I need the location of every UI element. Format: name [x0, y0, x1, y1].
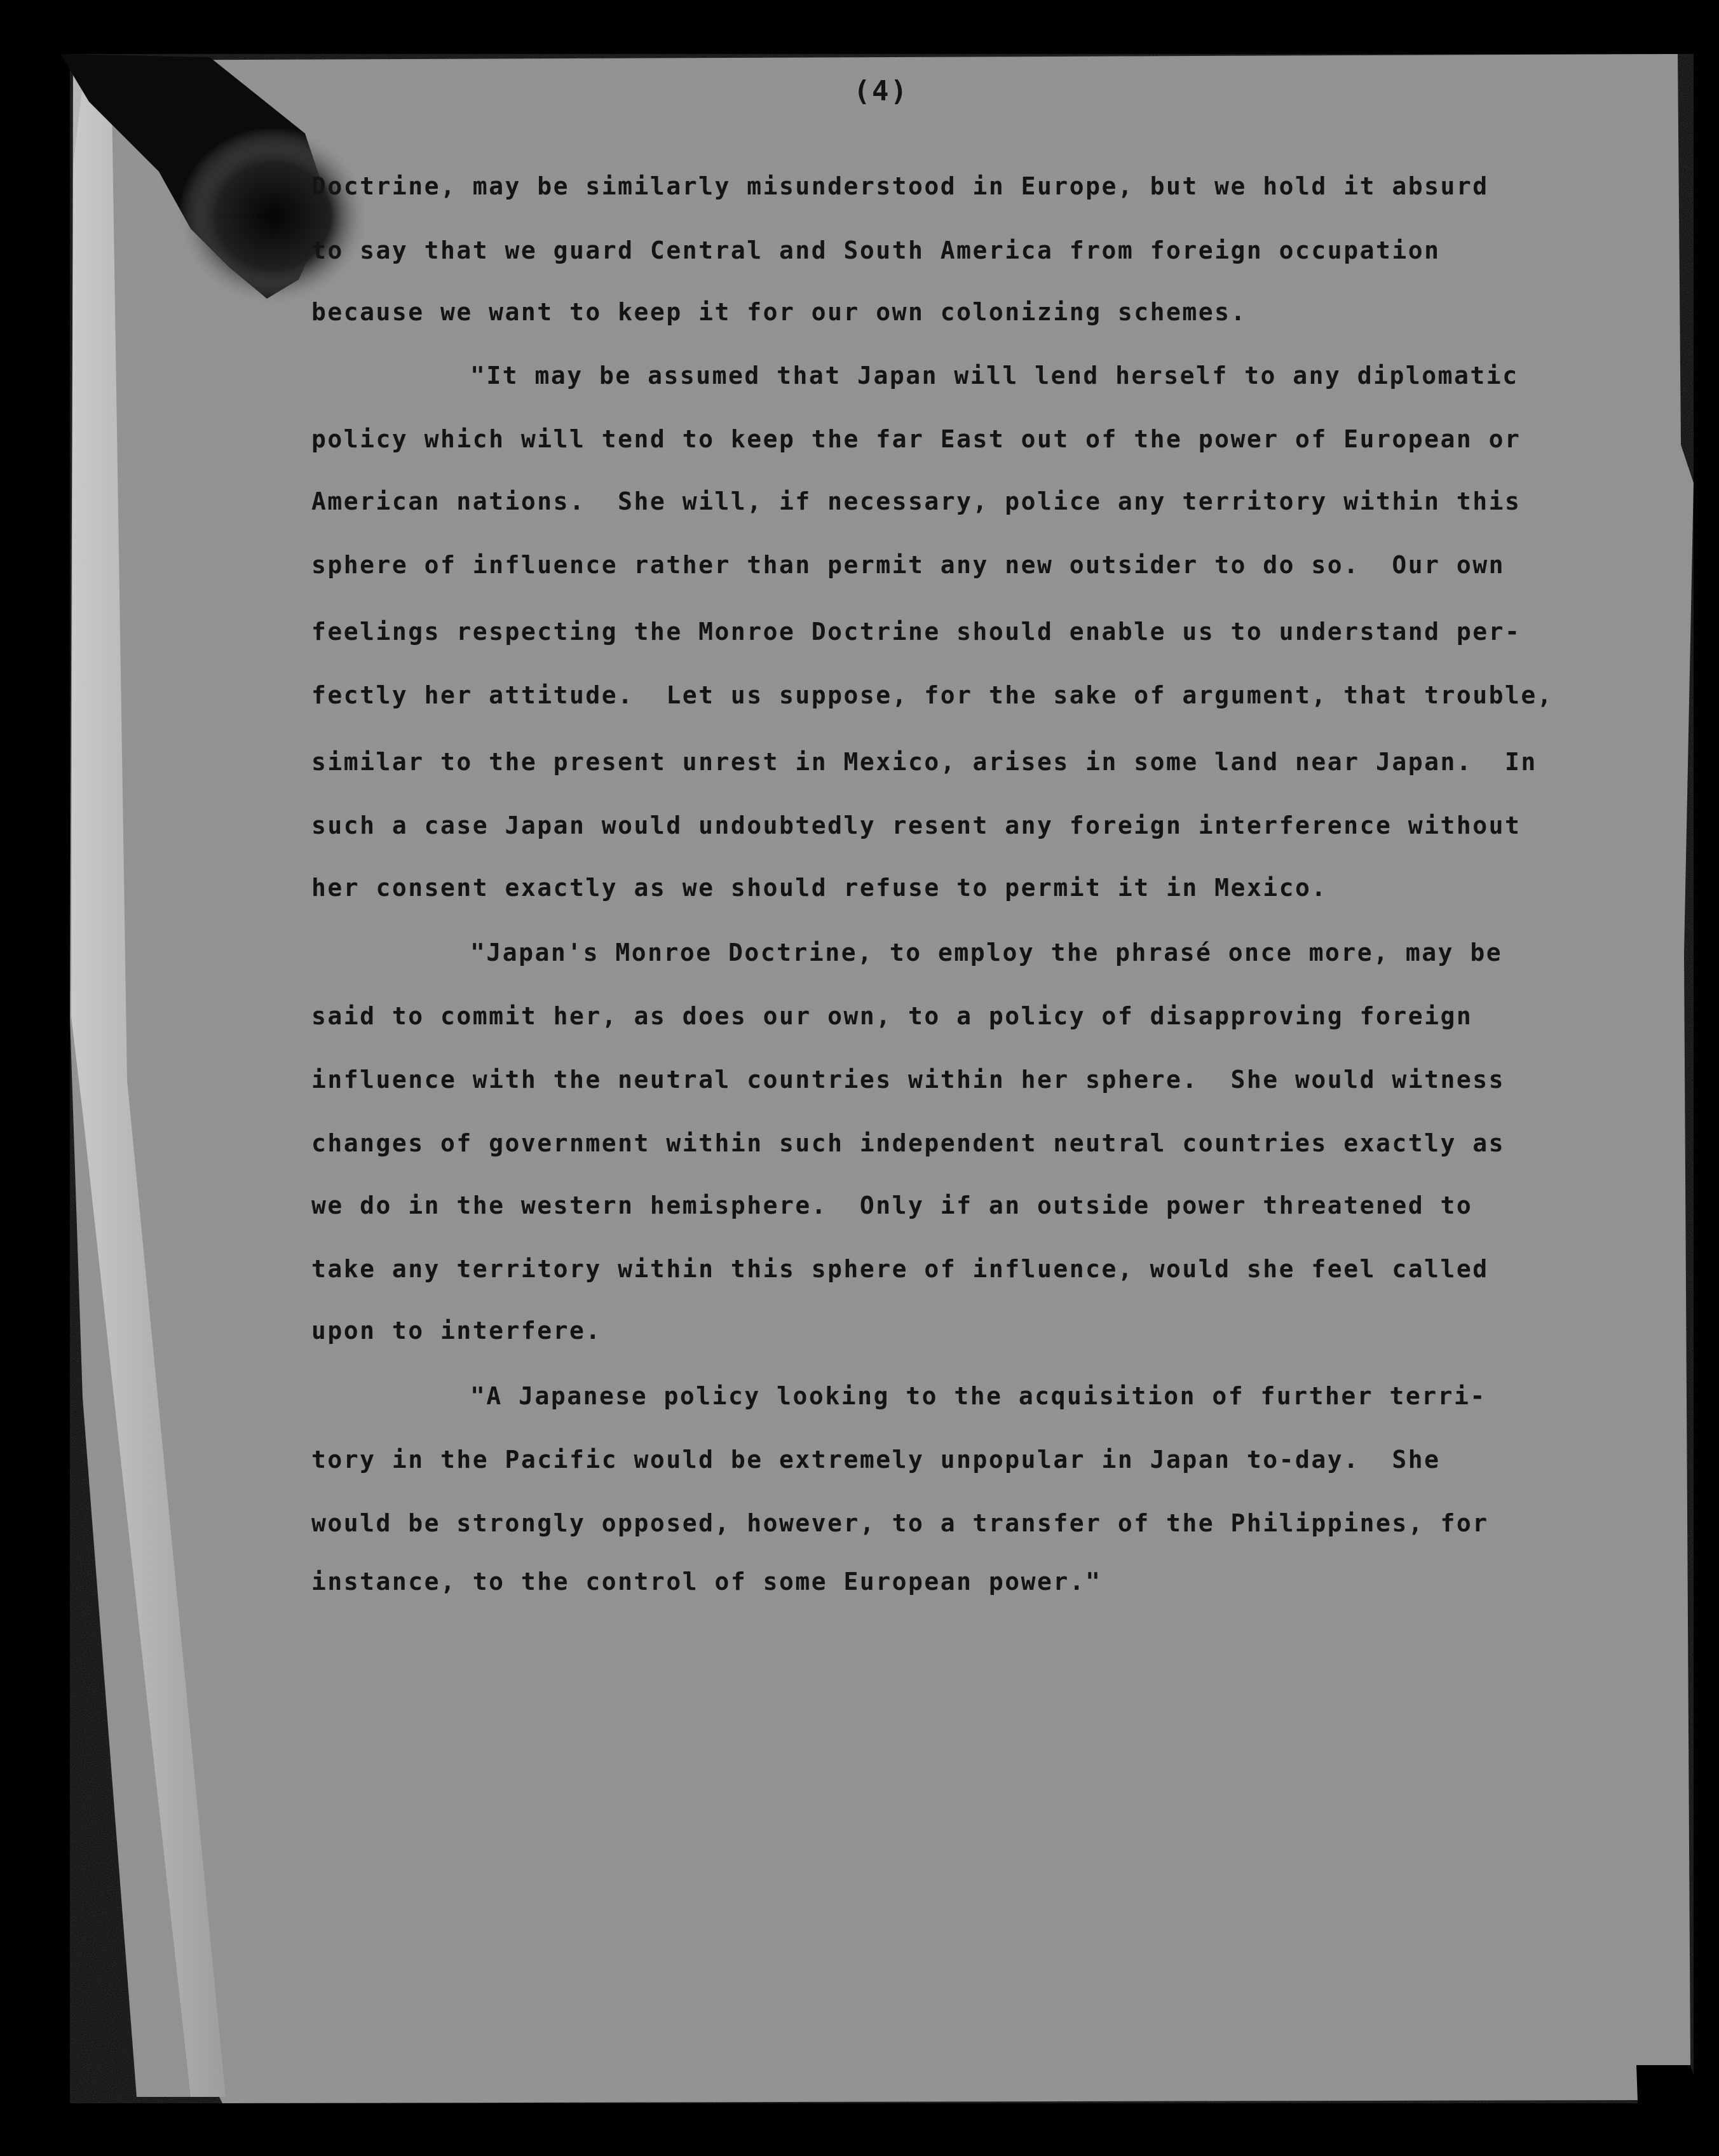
text-line: policy which will tend to keep the far East out of the power of European or	[311, 425, 1521, 453]
text-line: "A Japanese policy looking to the acquisition of further terri-	[470, 1382, 1486, 1410]
text-line: upon to interfere.	[311, 1317, 602, 1345]
text-line: sphere of influence rather than permit any new outsider to do so. Our own	[311, 551, 1505, 579]
text-line: said to commit her, as does our own, to a policy of disapproving foreign	[311, 1002, 1473, 1030]
text-line: because we want to keep it for our own colonizing schemes.	[311, 298, 1247, 326]
text-line: tory in the Pacific would be extremely unpopular in Japan to-day. She	[311, 1446, 1441, 1474]
text-line: similar to the present unrest in Mexico, arises in some land near Japan. In	[311, 748, 1537, 776]
text-line: Doctrine, may be similarly misunderstood in Europe, but we hold it absurd	[311, 172, 1489, 200]
text-line: we do in the western hemisphere. Only if an outside power threatened to	[311, 1191, 1473, 1219]
text-line: her consent exactly as we should refuse to permit it in Mexico.	[311, 874, 1328, 902]
text-line: fectly her attitude. Let us suppose, for the sake of argument, that trouble,	[311, 681, 1554, 709]
text-line: instance, to the control of some European power."	[311, 1568, 1102, 1596]
text-line: American nations. She will, if necessary, police any territory within this	[311, 487, 1521, 515]
text-line: feelings respecting the Monroe Doctrine should enable us to understand per-	[311, 618, 1521, 646]
text-line: take any territory within this sphere of influence, would she feel called	[311, 1255, 1489, 1283]
text-line: to say that we guard Central and South America from foreign occupation	[311, 236, 1441, 264]
page-number: (4)	[853, 75, 909, 107]
text-line: influence with the neutral countries within her sphere. She would witness	[311, 1066, 1505, 1094]
text-line: such a case Japan would undoubtedly resent any foreign interference without	[311, 811, 1521, 839]
text-line: "It may be assumed that Japan will lend herself to any diplomatic	[470, 362, 1519, 390]
text-line: "Japan's Monroe Doctrine, to employ the phrasé once more, may be	[470, 939, 1503, 966]
text-line: would be strongly opposed, however, to a transfer of the Philippines, for	[311, 1509, 1489, 1537]
text-line: changes of government within such independent neutral countries exactly as	[311, 1129, 1505, 1157]
